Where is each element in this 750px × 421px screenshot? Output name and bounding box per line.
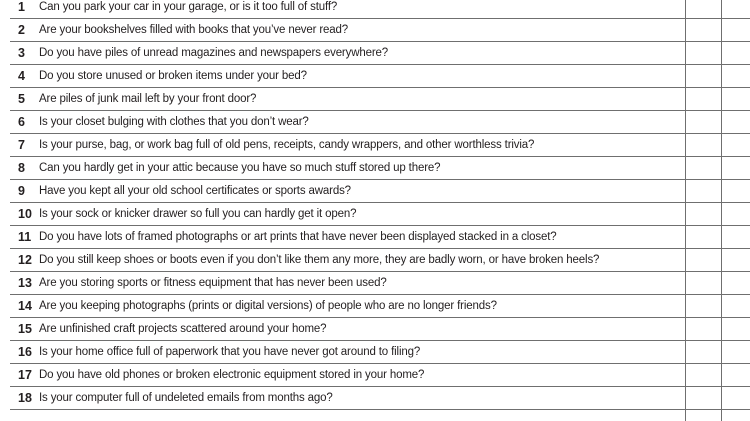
answer-cell-divider: [721, 111, 722, 133]
answer-cell-divider: [685, 111, 686, 133]
question-number: 7: [18, 138, 25, 152]
question-row: [10, 387, 750, 410]
question-row: [10, 364, 750, 387]
answer-cell-divider: [721, 65, 722, 87]
question-text: Is your computer full of undeleted emails from months ago?: [39, 392, 333, 404]
answer-cell-divider: [721, 272, 722, 294]
answer-cell-divider: [685, 249, 686, 271]
question-row: [10, 272, 750, 295]
answer-cell-divider: [721, 0, 722, 18]
answer-cell-divider: [685, 19, 686, 41]
question-text: Is your purse, bag, or work bag full of old pens, receipts, candy wrappers, and other worthless trivia?: [39, 139, 535, 151]
question-text: Is your home office full of paperwork that you have never got around to filing?: [39, 346, 421, 358]
question-row-partial: [10, 410, 750, 421]
answer-cell-divider: [685, 364, 686, 386]
question-number: 17: [18, 368, 32, 382]
answer-cell-divider: [685, 42, 686, 64]
question-row: [10, 318, 750, 341]
answer-cell-divider: [721, 387, 722, 409]
question-text: Are you keeping photographs (prints or digital versions) of people who are no longer friends?: [39, 300, 497, 312]
question-number: 5: [18, 92, 25, 106]
answer-cell-divider: [685, 203, 686, 225]
answer-cell-divider: [721, 318, 722, 340]
question-number: 6: [18, 115, 25, 129]
question-text: Do you still keep shoes or boots even if you don’t like them any more, they are badly worn, or have broken heels?: [39, 254, 600, 266]
question-row: [10, 295, 750, 318]
answer-cell-divider: [721, 249, 722, 271]
question-row: [10, 111, 750, 134]
question-number: 4: [18, 69, 25, 83]
answer-cell-divider: [721, 226, 722, 248]
answer-cell-divider: [685, 341, 686, 363]
question-number: 8: [18, 161, 25, 175]
question-text: Have you kept all your old school certificates or sports awards?: [39, 185, 351, 197]
question-number: 12: [18, 253, 32, 267]
question-text: Do you have piles of unread magazines and newspapers everywhere?: [39, 47, 389, 59]
question-row: [10, 157, 750, 180]
answer-cell-divider: [685, 157, 686, 179]
question-text: Do you have lots of framed photographs or art prints that have never been displayed stacked in a closet?: [39, 231, 557, 243]
question-number: 11: [18, 230, 32, 244]
answer-cell-divider: [685, 0, 686, 18]
answer-cell-divider: [685, 272, 686, 294]
question-row: [10, 88, 750, 111]
answer-cell-divider: [721, 295, 722, 317]
question-number: 16: [18, 345, 32, 359]
question-row: [10, 203, 750, 226]
question-text: Are piles of junk mail left by your front door?: [39, 93, 257, 105]
answer-cell-divider: [685, 180, 686, 202]
question-text: Do you have old phones or broken electronic equipment stored in your home?: [39, 369, 425, 381]
answer-cell-divider: [721, 410, 722, 421]
answer-cell-divider: [721, 203, 722, 225]
question-number: 10: [18, 207, 32, 221]
answer-cell-divider: [721, 19, 722, 41]
question-number: 14: [18, 299, 32, 313]
answer-cell-divider: [721, 180, 722, 202]
answer-cell-divider: [721, 341, 722, 363]
answer-cell-divider: [685, 410, 686, 421]
question-text: Is your sock or knicker drawer so full you can hardly get it open?: [39, 208, 357, 220]
answer-cell-divider: [685, 134, 686, 156]
question-row: [10, 65, 750, 88]
answer-cell-divider: [721, 157, 722, 179]
question-row: [10, 226, 750, 249]
answer-cell-divider: [685, 65, 686, 87]
question-text: Can you hardly get in your attic because you have so much stuff stored up there?: [39, 162, 441, 174]
question-text: Are unfinished craft projects scattered around your home?: [39, 323, 327, 335]
answer-cell-divider: [685, 226, 686, 248]
question-number: 1: [18, 0, 25, 14]
answer-cell-divider: [721, 134, 722, 156]
answer-cell-divider: [685, 88, 686, 110]
answer-cell-divider: [685, 295, 686, 317]
answer-cell-divider: [721, 88, 722, 110]
answer-cell-divider: [721, 364, 722, 386]
question-row: [10, 19, 750, 42]
question-text: Is your closet bulging with clothes that you don’t wear?: [39, 116, 309, 128]
question-number: 2: [18, 23, 25, 37]
question-text: Can you park your car in your garage, or is it too full of stuff?: [39, 1, 338, 13]
question-row: [10, 341, 750, 364]
question-row: [10, 134, 750, 157]
question-row: [10, 249, 750, 272]
question-row: [10, 42, 750, 65]
question-text: Do you store unused or broken items under your bed?: [39, 70, 307, 82]
question-row: [10, 0, 750, 19]
question-row: [10, 180, 750, 203]
question-text: Are your bookshelves filled with books that you’ve never read?: [39, 24, 349, 36]
question-number: 13: [18, 276, 32, 290]
question-number: 15: [18, 322, 32, 336]
answer-cell-divider: [685, 387, 686, 409]
question-text: Are you storing sports or fitness equipment that has never been used?: [39, 277, 387, 289]
question-number: 3: [18, 46, 25, 60]
answer-cell-divider: [685, 318, 686, 340]
question-number: 9: [18, 184, 25, 198]
answer-cell-divider: [721, 42, 722, 64]
question-number: 18: [18, 391, 32, 405]
